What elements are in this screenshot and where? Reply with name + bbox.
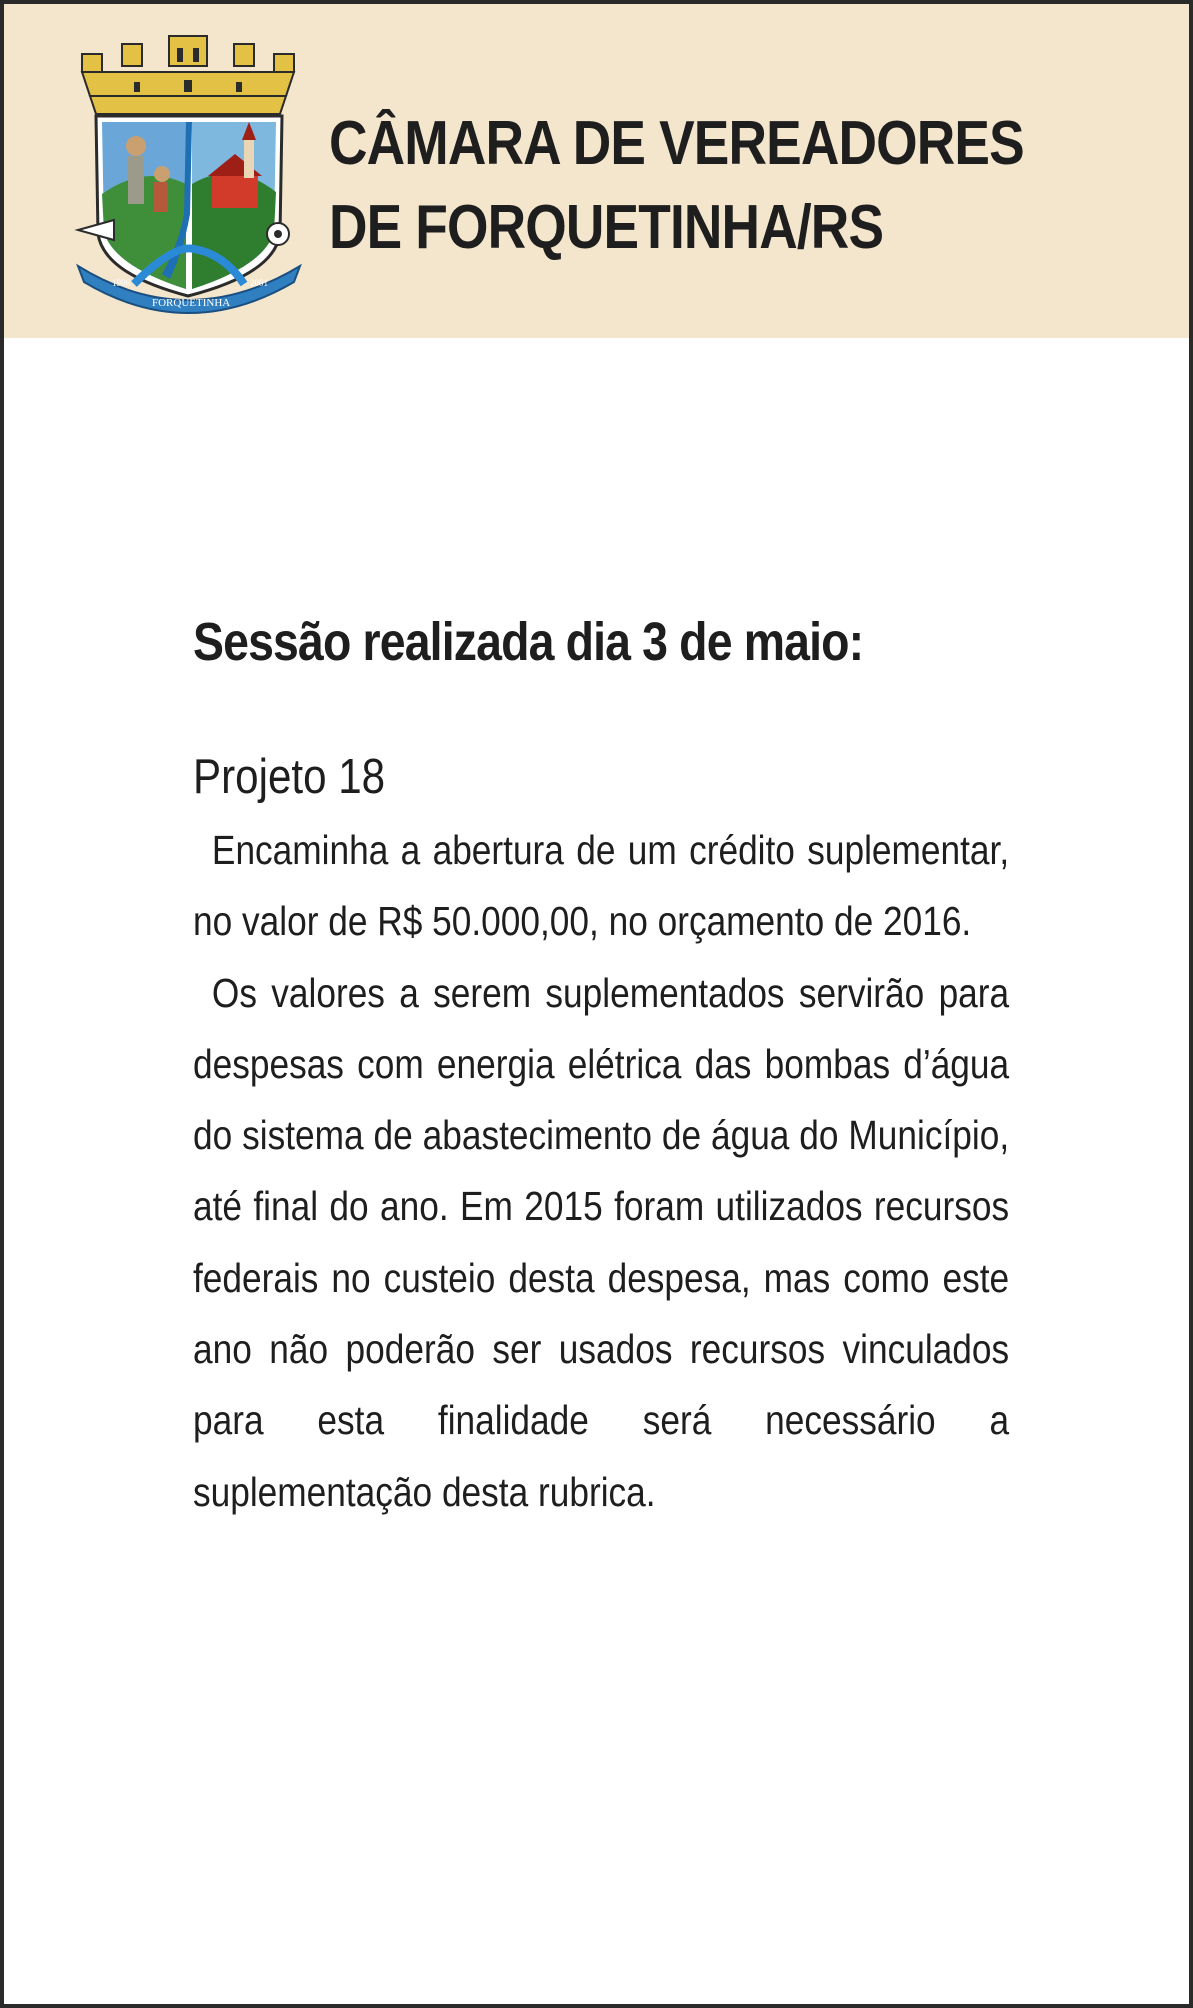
crest-year-left: 1996	[112, 278, 130, 288]
organization-name	[329, 102, 1024, 270]
paragraph-2: Os valores a serem suplementados servirão para despesas com energia elétrica das bombas d’água do sistema de abastecimento de água do Município, até final do ano. Em 2015 foram utilizados recursos federais no custeio desta despesa, mas como este ano não poderão ser usados recursos vinculados para esta finalidade será necessário a suplementação desta rubrica.	[193, 969, 1010, 1515]
article-content	[193, 599, 1009, 1528]
paragraph-1: Encaminha a abertura de um crédito suplementar, no valor de R$ 50.000,00, no orçamento de 2016.	[193, 827, 1010, 945]
session-title: Sessão realizada dia 3 de maio:	[193, 612, 864, 672]
crest-ribbon-text: FORQUETINHA	[152, 297, 231, 309]
organization-name-line2: DE FORQUETINHA/RS	[329, 193, 884, 262]
organization-name-line1: CÂMARA DE VEREADORES	[329, 109, 1024, 178]
header-band	[4, 4, 1189, 338]
article-body	[193, 815, 1009, 1528]
municipal-crest-icon	[74, 34, 304, 324]
crest-year-right: 2001	[250, 278, 268, 288]
project-title: Projeto 18	[193, 750, 386, 804]
